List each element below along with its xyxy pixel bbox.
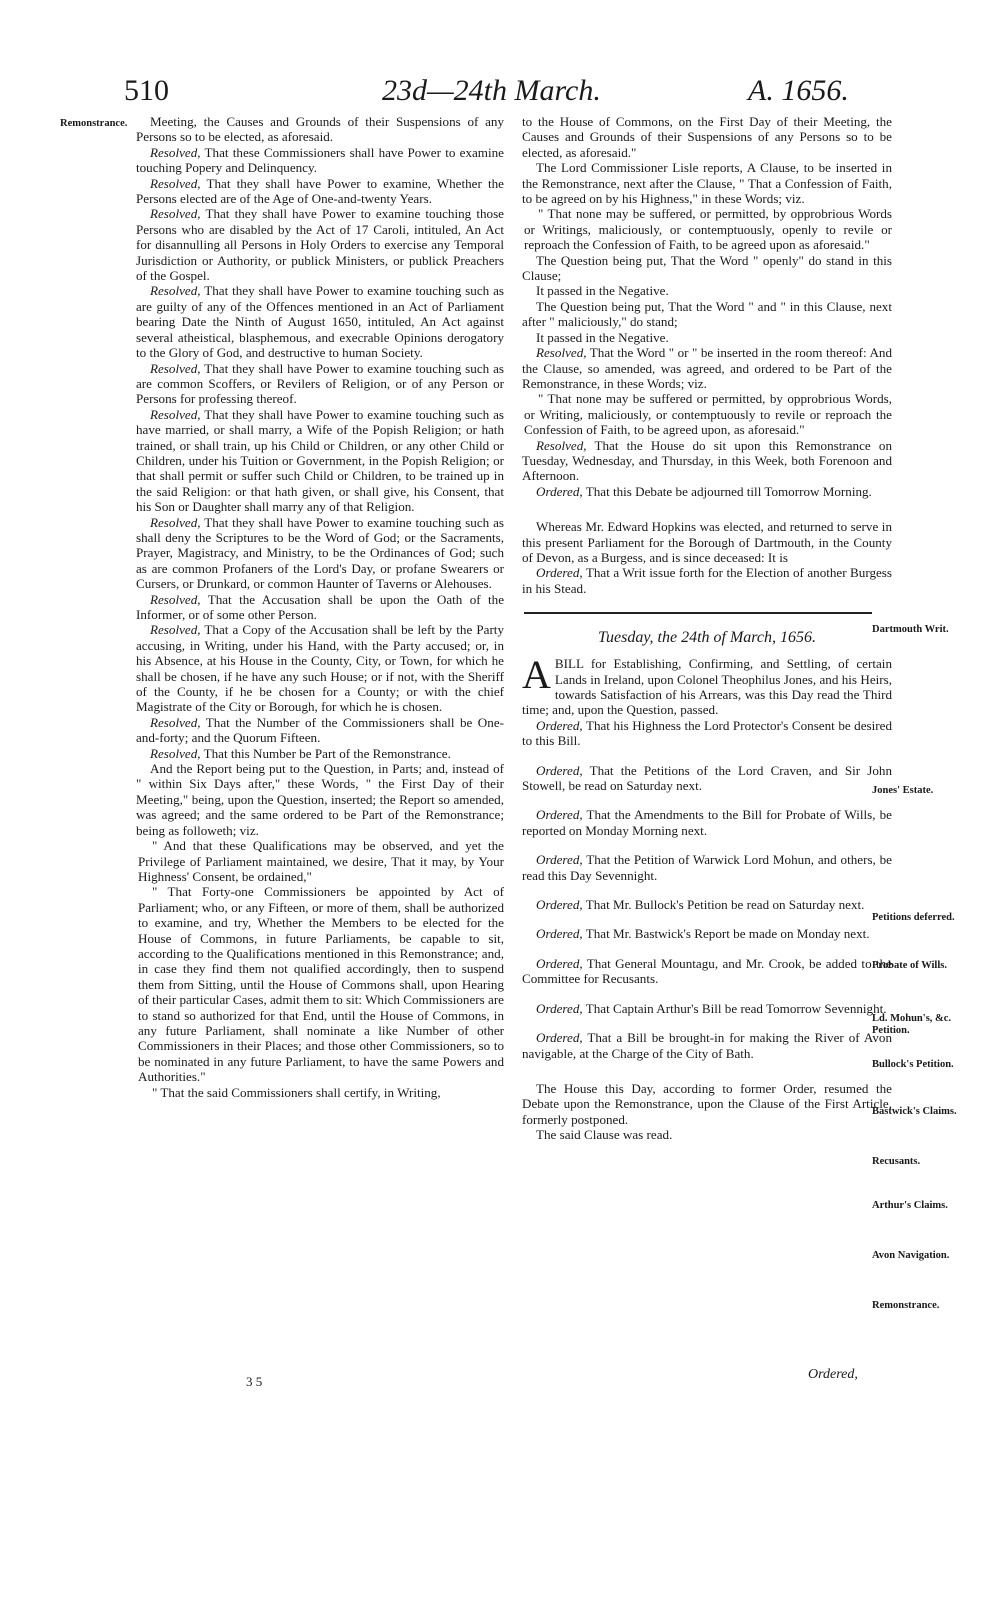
entry-text: " That none may be suffered or permitted, by opprobrious Words, or Writing, maliciously, or contemptuously to revile or reproach the Confession of Faith, to be agreed upon, as aforesaid.": [524, 391, 892, 438]
resolution: [136, 715, 504, 746]
entry-text: That these Commissioners shall have Power to examine touching Popery and Delinquency.: [136, 144, 504, 176]
signature-mark: 3 5: [246, 1374, 263, 1389]
entry-text: That the Accusation shall be upon the Oath of the Informer, or of some other Person.: [136, 591, 504, 622]
resolution: [522, 484, 892, 499]
paragraph: [136, 761, 504, 838]
entry-lead-word: Resolved,: [150, 144, 201, 160]
right-column: [522, 114, 892, 1143]
order-entry: [522, 807, 892, 838]
entry-text: That the Word " or " be inserted in the room thereof: And the Clause, so amended, was agreed, and ordered to be Part of the Remonstrance, in these Words; viz.: [522, 345, 892, 391]
entry-lead-word: Resolved,: [150, 283, 201, 299]
paragraph: [136, 114, 504, 145]
resolution: [136, 206, 504, 283]
order-text: That Captain Arthur's Bill be read Tomorrow Sevennight.: [582, 1000, 887, 1016]
bill-order: Ordered, That his Highness the Lord Protector's Consent be desired to this Bill.: [522, 717, 892, 749]
paragraph: [522, 1127, 892, 1142]
entry-text: " And that these Qualifications may be observed, and yet the Privilege of Parliament maintained, we desire, That it may, by Your Highness' Consent, be ordained,": [138, 838, 504, 884]
quoted-clause: [522, 391, 892, 437]
drop-cap: A: [522, 652, 551, 698]
dartmouth-writ-entry: [522, 519, 892, 596]
closing-entries: [522, 1081, 892, 1143]
order-entry: [522, 1001, 892, 1016]
entry-lead-word: Resolved,: [150, 591, 201, 607]
catchword: Ordered,: [808, 1367, 858, 1382]
entry-text: That they shall have Power to examine touching such as are common Scoffers, or Revilers of Religion, or of any Person or Persons for professing thereof.: [136, 360, 504, 407]
page-number: 510: [124, 74, 169, 107]
margin-note-probate: Probate of Wills.: [872, 960, 947, 971]
entry-lead-word: Resolved,: [536, 437, 587, 453]
remonstrance-proceedings: [522, 114, 892, 499]
orders-list: [522, 763, 892, 1061]
entry-lead-word: Resolved,: [150, 360, 201, 376]
header-date: 23d—24th March.: [382, 74, 601, 107]
entry-text: That they shall have Power to examine touching such as are guilty of any of the Offences mentioned in an Act of Parliament bearing Date the Ninth of August 1650, intituled, An Act against several atheistical, blasphemous, and execrable Opinions derogatory to the Glory of God, and destructive to human Society.: [136, 283, 504, 361]
margin-note-remonstrance: Remonstrance.: [60, 118, 128, 129]
entry-lead-word: Resolved,: [536, 345, 587, 361]
order-lead-word: Ordered,: [536, 807, 583, 823]
entry-text: " That Forty-one Commissioners be appointed by Act of Parliament; who, or any Fifteen, or more of them, shall be authorized to examine, and try, Whether the Members to be elected for the House of Commons, in future Parliaments, be capable to sit, according to the Qualifications mentioned in this Remonstrance; and, in case they find them not qualified accordingly, then to suspend them from Sitting, until the House of Commons shall, upon Hearing of their particular Cases, admit them to sit: Which Commissioners are to stand so authorized for that End, until the House of Commons, in any future Parliament, shall nominate a like Number of other Commissioners in their Places; and those other Commissioners, so to be nominated in any future Parliament, to have the same Powers and Authorities.": [138, 884, 504, 1085]
entry-text: The said Clause was read.: [536, 1127, 673, 1143]
resolution: [136, 622, 504, 714]
entry-lead-word: Resolved,: [150, 406, 201, 422]
order-entry: [522, 763, 892, 794]
entry-text: That this Number be Part of the Remonstrance.: [200, 745, 451, 761]
bill-paragraph: [522, 652, 892, 718]
entry-text: That a Copy of the Accusation shall be left by the Party accusing, in Writing, under his Hand, with the Party accused; or, in his Absence, at his House in the County, City, or Town, for which he shall be chosen, if he have any such House; or if not, with the Sheriff of the County, if he be chosen for a County; or with the chief Magistrate of the City or Borough, for which he is chosen.: [136, 622, 504, 715]
resolution: [136, 361, 504, 407]
order-lead-word: Ordered,: [536, 1030, 583, 1046]
order-text: That Mr. Bullock's Petition be read on Saturday next.: [582, 897, 865, 913]
entry-text: " That the said Commissioners shall certify, in Writing,: [152, 1084, 441, 1100]
order-lead-word: Ordered,: [536, 762, 583, 778]
paragraph: [522, 283, 892, 298]
paragraph: [522, 114, 892, 160]
paragraph: [522, 253, 892, 284]
entry-text: " That none may be suffered, or permitted, by opprobrious Words or Writings, maliciously, or contemptuously, openly to revile or reproach the Confession of Faith, to be agreed upon as aforesaid.": [524, 206, 892, 253]
entry-text: That they shall have Power to examine touching such as shall deny the Scriptures to be the Word of God; or the Sacraments, Prayer, Magistracy, and Ministry, to be the Ordinances of God; such as are common Profaners of the Lord's Day, or profane Swearers or Cursers, or Drunkard, or common Haunter of Taverns or Alehouses.: [136, 514, 504, 592]
entry-text: That they shall have Power to examine touching such as have married, or shall marry, a Wife of the Popish Religion; or hath trained, or shall train, up his Child or Children, or any other Child or Children, under his Tuition or Government, in the Popish Religion; or that shall permit or suffer such Child or Children, to be trained up in the said Religion: or that hath given, or shall give, his Consent, that his Son or Daughter shall marry any of that Religion.: [136, 406, 504, 515]
paragraph: [522, 299, 892, 330]
resolution: [136, 515, 504, 592]
entry-text: The Lord Commissioner Lisle reports, A Clause, to be inserted in the Remonstrance, next after the Clause, " That a Confession of Faith, to be agreed on by his Highness," in these Words; viz.: [522, 160, 892, 207]
entry-lead-word: Ordered,: [536, 565, 583, 581]
order-lead-word: Ordered,: [536, 926, 583, 942]
order-text: That a Bill be brought-in for making the River of Avon navigable, at the Charge of the City of Bath.: [522, 1030, 892, 1061]
resolution: [136, 746, 504, 761]
order-entry: [522, 956, 892, 987]
margin-note-arthur: Arthur's Claims.: [872, 1200, 948, 1211]
entry-text: And the Report being put to the Question, in Parts; and, instead of " within Six Days after," these Words, " the First Day of their Meeting," being, upon the Question, inserted; the Report so amended, was agreed; and the same ordered to be Part of the Remonstrance; being as followeth; viz.: [136, 761, 504, 838]
margin-note-dartmouth: Dartmouth Writ.: [872, 624, 949, 635]
entry-text: That a Writ issue forth for the Election of another Burgess in his Stead.: [522, 565, 892, 596]
paragraph: [522, 330, 892, 345]
order-text: That Mr. Bastwick's Report be made on Monday next.: [582, 926, 870, 942]
resolution: [522, 345, 892, 391]
entry-text: That they shall have Power to examine touching those Persons who are disabled by the Act of 17 Caroli, intituled, An Act for disannulling all Persons in Holy Orders to exercise any Temporal Jurisdiction or Authority, or publick Ministers, or publick Preachers of the Gospel.: [136, 206, 504, 284]
margin-note-bastwick: Bastwick's Claims.: [872, 1106, 957, 1117]
margin-note-jones-estate: Jones' Estate.: [872, 785, 934, 796]
margin-note-mohun: Ld. Mohun's, &c. Petition.: [872, 1013, 952, 1036]
entry-text: It passed in the Negative.: [536, 329, 669, 345]
order-entry: [522, 897, 892, 912]
section-divider: [524, 612, 872, 614]
entry-text: That this Debate be adjourned till Tomorrow Morning.: [582, 483, 872, 499]
entry-text: That the Number of the Commissioners shall be One-and-forty; and the Quorum Fifteen.: [136, 714, 504, 746]
margin-note-petitions: Petitions deferred.: [872, 912, 955, 923]
margin-note-recusants: Recusants.: [872, 1156, 921, 1167]
entry-text: That they shall have Power to examine, Whether the Persons elected are of the Age of One-and-twenty Years.: [136, 175, 504, 207]
order-entry: [522, 852, 892, 883]
entry-lead-word: Resolved,: [150, 175, 201, 191]
entry-text: to the House of Commons, on the First Day of their Meeting, the Causes and Grounds of their Suspensions of any Persons so to be elected, as aforesaid.": [522, 114, 892, 160]
entry-lead-word: Ordered,: [536, 483, 583, 499]
paragraph: [522, 1081, 892, 1127]
entry-lead-word: Resolved,: [150, 206, 201, 222]
order-lead-word: Ordered,: [536, 852, 583, 868]
resolution: [136, 145, 504, 176]
quoted-clause: [522, 206, 892, 252]
entry-text: It passed in the Negative.: [536, 283, 669, 299]
order-lead-word: Ordered,: [536, 955, 583, 971]
quoted-clause: [136, 884, 504, 1084]
quoted-clause: [136, 1085, 504, 1100]
entry-text: Whereas Mr. Edward Hopkins was elected, and returned to serve in this present Parliament for the Borough of Dartmouth, in the County of Devon, as a Burgess, and is since deceased: It is: [522, 519, 892, 565]
margin-note-bullock: Bullock's Petition.: [872, 1059, 954, 1070]
entry-text: The Question being put, That the Word " and " in this Clause, next after " maliciously," do stand;: [522, 298, 892, 330]
resolution: [136, 176, 504, 207]
order-text: That the Petitions of the Lord Craven, and Sir John Stowell, be read on Saturday next.: [522, 762, 892, 794]
bill-text: BILL for Establishing, Confirming, and Settling, of certain Lands in Ireland, upon Colonel Theophilus Jones, and his Heirs, towards Satisfaction of his Arrears, was this Day read the Third time; and, upon the Question, passed.: [522, 656, 892, 718]
order-text: That the Petition of Warwick Lord Mohun, and others, be read this Day Sevennight.: [522, 852, 892, 883]
entry-text: Meeting, the Causes and Grounds of their Suspensions of any Persons so to be elected, as aforesaid.: [136, 114, 504, 145]
order-text: That General Mountagu, and Mr. Crook, be added to the Committee for Recusants.: [522, 955, 892, 987]
left-column: [136, 114, 504, 1100]
margin-note-remonstrance-2: Remonstrance.: [872, 1300, 940, 1311]
resolution: [136, 407, 504, 515]
day-heading: Tuesday, the 24th of March, 1656.: [597, 629, 817, 647]
entry-text: That the House do sit upon this Remonstrance on Tuesday, Wednesday, and Thursday, in this Week, both Forenoon and Afternoon.: [522, 437, 892, 484]
entry-lead-word: Resolved,: [150, 514, 201, 530]
paragraph: [522, 160, 892, 206]
resolution: [136, 592, 504, 623]
header-year: A. 1656.: [748, 74, 849, 107]
entry-text: The House this Day, according to former Order, resumed the Debate upon the Remonstrance, upon the Clause of the First Article, formerly postponed.: [522, 1080, 892, 1127]
order-text: That the Amendments to the Bill for Probate of Wills, be reported on Monday Morning next.: [522, 807, 892, 838]
entry-text: The Question being put, That the Word " openly" do stand in this Clause;: [522, 252, 892, 284]
entry-lead-word: Resolved,: [150, 622, 201, 638]
entry-lead-word: Resolved,: [150, 714, 201, 730]
order-lead-word: Ordered,: [536, 897, 583, 913]
order-entry: [522, 1030, 892, 1061]
order-entry: [522, 926, 892, 941]
quoted-clause: [136, 838, 504, 884]
resolution: [522, 438, 892, 484]
margin-note-avon: Avon Navigation.: [872, 1250, 950, 1261]
entry-lead-word: Resolved,: [150, 745, 201, 761]
resolution: [136, 283, 504, 360]
resolution: [522, 565, 892, 596]
order-lead-word: Ordered,: [536, 1000, 583, 1016]
paragraph: [522, 519, 892, 565]
